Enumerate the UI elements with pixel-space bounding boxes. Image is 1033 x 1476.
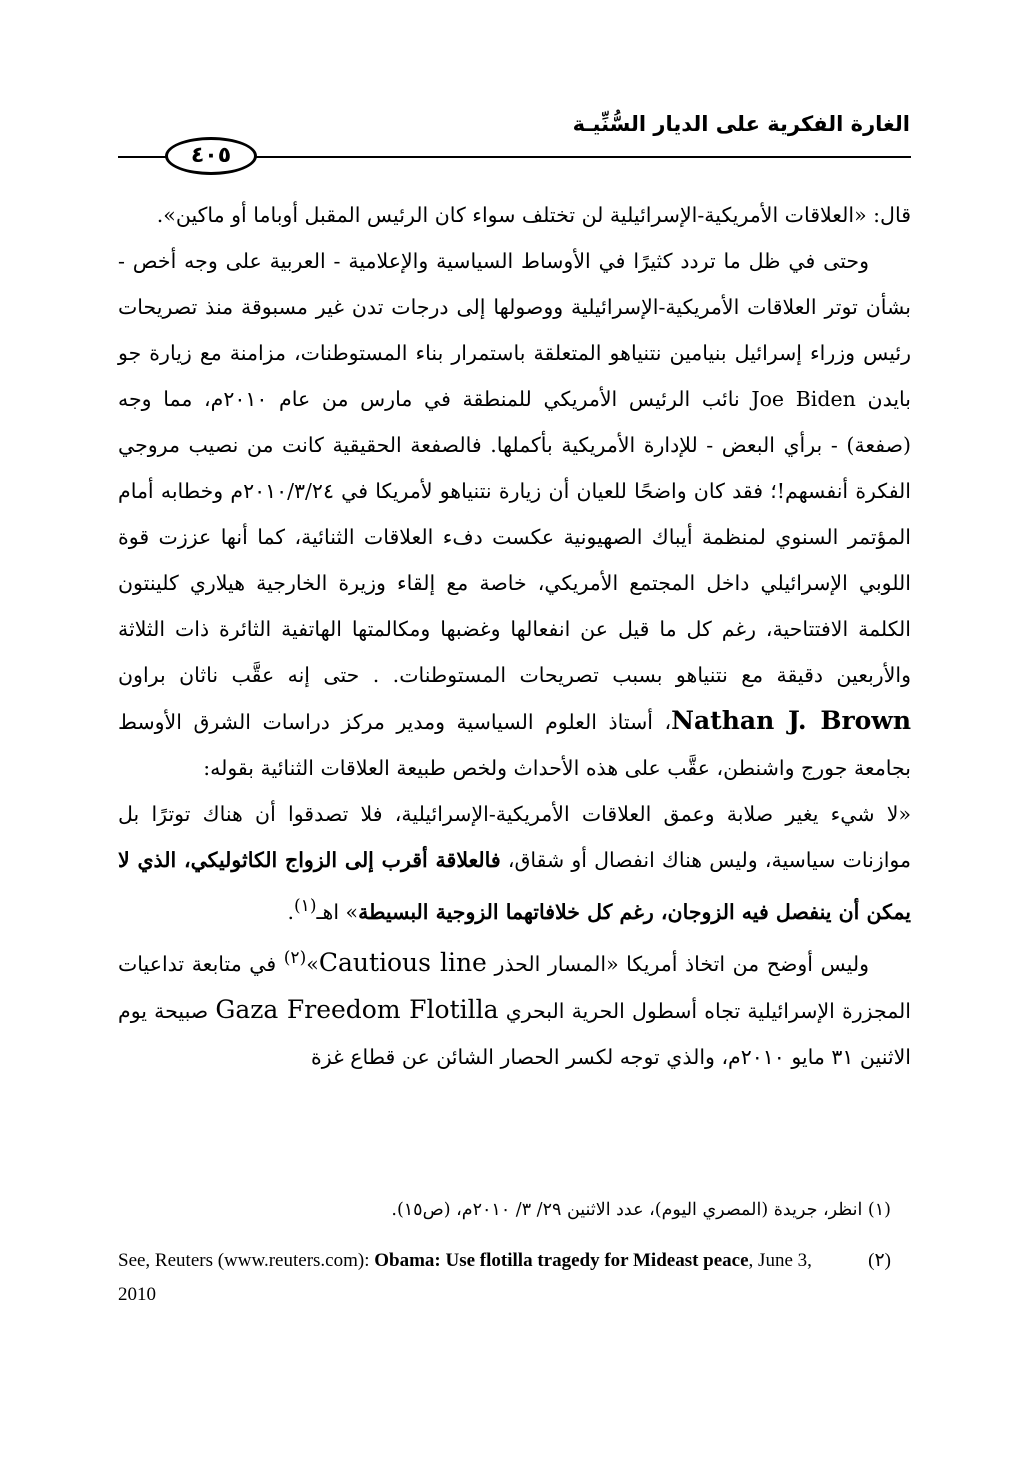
paragraph-3-quote: » bbox=[306, 951, 319, 976]
footnote-1: (١) انظر، جريدة (المصري اليوم)، عدد الاثنين ٢٩/ ٣/ ٢٠١٠م، (ص١٥). bbox=[391, 1200, 891, 1220]
page-number: ٤٠٥ bbox=[165, 137, 257, 175]
footnotes bbox=[118, 1196, 891, 1312]
nathan-brown-name: Nathan J. Brown bbox=[671, 706, 911, 735]
cautious-line-term: Cautious line bbox=[318, 947, 487, 977]
footnote-ref-1[interactable]: (١) bbox=[293, 896, 317, 916]
gaza-flotilla-term: Gaza Freedom Flotilla bbox=[215, 994, 499, 1024]
paragraph-3-part-c: صبيحة يوم الاثنين ٣١ مايو ٢٠١٠م، والذي توجه لكسر الحصار الشائن عن قطاع غزة bbox=[118, 998, 911, 1069]
footnote-2-source: See, Reuters (www.reuters.com): bbox=[118, 1250, 375, 1271]
quote-part-a: «لا شيء يغير صلابة وعمق العلاقات الأمريكية-الإسرائيلية، فلا تصدقوا أن هناك توترًا بل موازنات سياسية، وليس هناك انفصال أو شقاق، bbox=[118, 802, 911, 872]
paragraph-3 bbox=[118, 935, 911, 1080]
joe-biden-name: Joe Biden bbox=[751, 387, 856, 411]
quote-bold: فالعلاقة أقرب إلى الزواج الكاثوليكي، الذي لا يمكن أن ينفصل فيه الزوجان، رغم كل خلافاتهما الزوجية البسيطة bbox=[118, 848, 911, 924]
quote-paragraph bbox=[118, 791, 911, 935]
body-text bbox=[118, 192, 911, 1080]
paragraph-2-part-a: وحتى في ظل ما تردد كثيرًا في الأوساط السياسية والإعلامية - العربية على وجه أخص - بشأن توتر العلاقات الأمريكية-الإسرائيلية ووصولها إلى درجات تدن غير مسبوقة منذ تصريحات رئيس وزراء إسرائيل بنيامين نتنياهو المتعلقة باستمرار بناء المستوطنات، مزامنة مع زيارة جو بايدن bbox=[118, 249, 911, 411]
paragraph-3-part-b: في متابعة تداعيات المجزرة الإسرائيلية تجاه أسطول الحرية البحري bbox=[118, 951, 911, 1023]
paragraph-3-part-a: وليس أوضح من اتخاذ أمريكا «المسار الحذر bbox=[494, 951, 869, 976]
footnote-ref-2[interactable]: (٢) bbox=[283, 947, 307, 968]
paragraph-1: قال: «العلاقات الأمريكية-الإسرائيلية لن تختلف سواء كان الرئيس المقبل أوباما أو ماكين». bbox=[156, 203, 911, 227]
paragraph-2-part-c: ، أستاذ العلوم السياسية ومدير مركز دراسات الشرق الأوسط بجامعة جورج واشنطن، عقَّب على هذه الأحداث ولخص طبيعة العلاقات الثنائية بقوله: bbox=[118, 710, 911, 780]
footnote-2-article-title: Obama: Use flotilla tragedy for Mideast peace bbox=[374, 1250, 749, 1271]
paragraph-2 bbox=[118, 238, 911, 791]
footnote-2-number: (٢) bbox=[868, 1250, 891, 1271]
running-header-title: الغارة الفكرية على الديار السُّنِّيـة bbox=[572, 112, 910, 136]
footnote-2-date: , June 3, 2010 bbox=[118, 1250, 812, 1305]
quote-end: » اهـ bbox=[316, 899, 359, 924]
quote-dot: . bbox=[287, 899, 294, 924]
footnote-2 bbox=[118, 1244, 891, 1312]
paragraph-2-part-b: نائب الرئيس الأمريكي للمنطقة في مارس من عام ٢٠١٠م، مما وجه (صفعة) - برأي البعض - للإدارة الأمريكية بأكملها. فالصفعة الحقيقية كانت من نصيب مروجي الفكرة أنفسهم!؛ فقد كان واضحًا للعيان أن زيارة نتنياهو لأمريكا في ٢٠١٠/٣/٢٤م وخطابه أمام المؤتمر السنوي لمنظمة أيباك الصهيونية عكست دفء العلاقات الثنائية، كما أنها عززت قوة اللوبي الإسرائيلي داخل المجتمع الأمريكي، خاصة مع إلقاء وزيرة الخارجية هيلاري كلينتون الكلمة الافتتاحية، رغم كل ما قيل عن انفعالها وغضبها ومكالمتها الهاتفية الثائرة ذات الثلاثة والأربعين دقيقة مع نتنياهو بسبب تصريحات المستوطنات. . حتى إنه عقَّب ناثان براون bbox=[118, 387, 912, 687]
